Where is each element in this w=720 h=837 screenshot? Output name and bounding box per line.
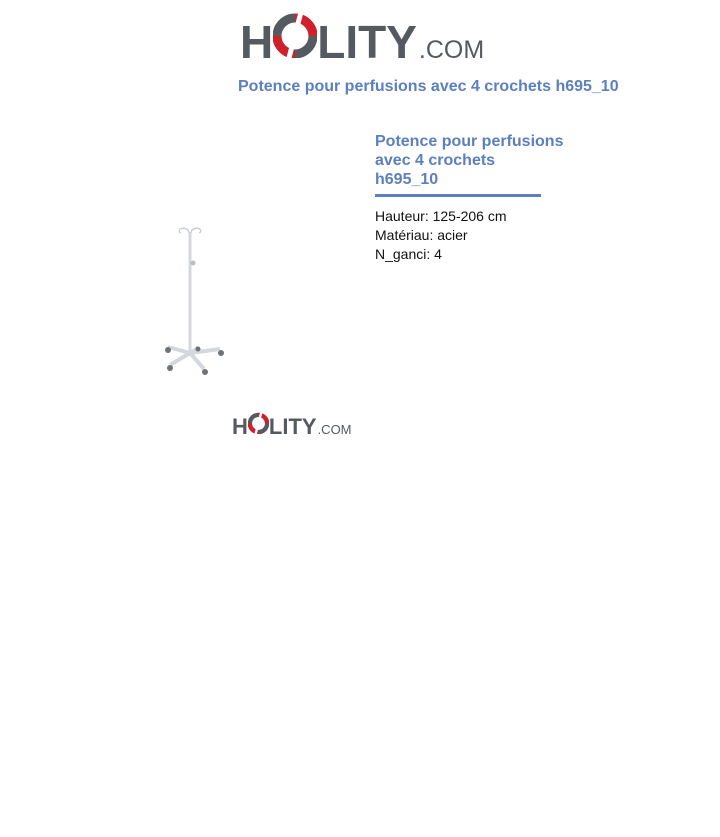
spec-label: Hauteur	[375, 208, 425, 224]
spec-list	[375, 207, 575, 264]
logo-domain: .COM	[317, 422, 352, 437]
spec-value: 4	[434, 246, 442, 262]
spec-value: acier	[437, 227, 468, 243]
product-title-line: Potence pour perfusions	[375, 133, 564, 150]
iv-stand-icon	[140, 215, 240, 385]
spec-row-height: Hauteur: 125-206 cm	[375, 208, 507, 224]
logo-o-mark-icon	[273, 12, 317, 63]
logo-letter-h: H	[240, 16, 274, 68]
title-underline	[375, 194, 541, 197]
spec-label: N_ganci	[375, 246, 427, 262]
spec-row-hooks: N_ganci: 4	[375, 246, 442, 262]
product-title-line: h695_10	[375, 171, 439, 188]
logo-domain: .COM	[418, 36, 485, 64]
spec-row-material: Matériau: acier	[375, 227, 468, 243]
logo-letters-lity: LITY	[268, 414, 317, 439]
logo-letter-h: H	[232, 414, 248, 439]
page-title: Potence pour perfusions avec 4 crochets h695_10	[238, 78, 619, 95]
product-title	[375, 132, 575, 189]
spec-label: Matériau	[375, 227, 430, 243]
product-image	[140, 215, 240, 385]
product-info	[375, 132, 575, 264]
logo-o-mark-icon	[248, 412, 269, 439]
brand-logo-small	[232, 412, 352, 442]
spec-value: 125-206 cm	[432, 208, 507, 224]
product-title-line: avec 4 crochets	[375, 152, 496, 169]
logo-letters-lity: LITY	[317, 16, 417, 68]
brand-logo	[240, 12, 484, 68]
